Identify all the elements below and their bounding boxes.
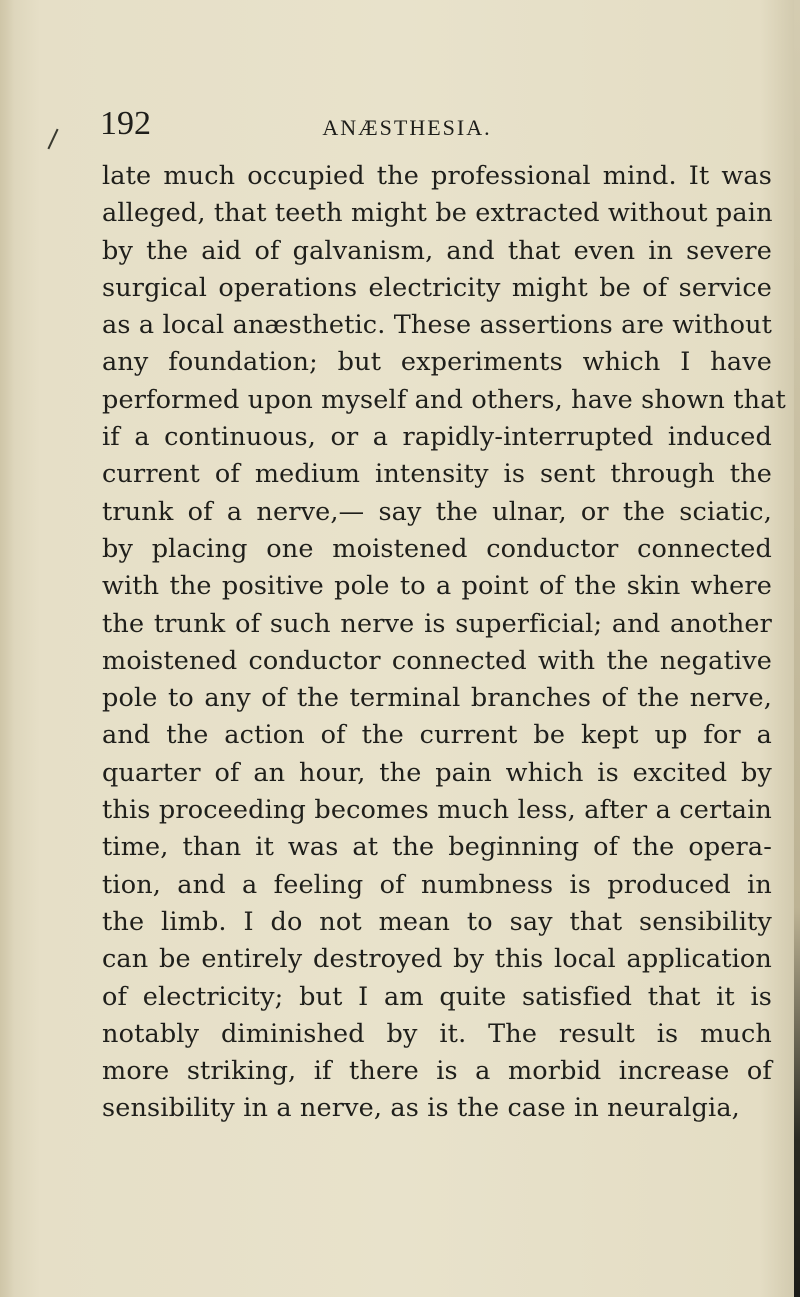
text-line: time, than it was at the beginning of the opera- <box>102 832 772 863</box>
page-left-edge <box>0 0 14 1297</box>
text-line: tion, and a feeling of numbness is produced in <box>102 869 772 900</box>
page-header <box>0 104 800 144</box>
text-line: quarter of an hour, the pain which is excited by <box>102 757 772 788</box>
text-line: sensibility in a nerve, as is the case in neuralgia, <box>102 1093 740 1124</box>
running-head: ANÆSTHESIA. <box>322 115 492 140</box>
page-number: 192 <box>100 105 151 142</box>
text-line: as a local anæsthetic. These assertions are without <box>102 310 773 341</box>
page-right-edge <box>794 0 800 1297</box>
text-line: more striking, if there is a morbid increase of <box>102 1056 772 1087</box>
text-line: notably diminished by it. The result is much <box>102 1018 772 1049</box>
text-line: by the aid of galvanism, and that even in severe <box>102 235 772 266</box>
text-line: any foundation; but experiments which I have <box>102 347 772 378</box>
text-line: the limb. I do not mean to say that sensibility <box>102 906 772 937</box>
text-line: performed upon myself and others, have shown that <box>102 384 786 415</box>
text-line: late much occupied the professional mind. It was <box>102 161 772 191</box>
text-line: and the action of the current be kept up for a <box>102 720 772 751</box>
text-line: of electricity; but I am quite satisfied that it is <box>102 981 772 1012</box>
text-line: by placing one moistened conductor connected <box>102 533 772 564</box>
text-line: can be entirely destroyed by this local application <box>102 944 772 975</box>
text-line: moistened conductor connected with the negative <box>102 645 772 676</box>
text-line: surgical operations electricity might be of service <box>102 272 772 303</box>
text-line: alleged, that teeth might be extracted without pain <box>102 198 773 229</box>
text-line: pole to any of the terminal branches of the nerve, <box>102 683 772 714</box>
text-line: current of medium intensity is sent through the <box>102 459 772 490</box>
text-line: if a continuous, or a rapidly-interrupted induced <box>102 422 772 453</box>
text-line: with the positive pole to a point of the skin where <box>102 571 772 602</box>
body-text <box>102 158 786 1128</box>
text-line: trunk of a nerve,— say the ulnar, or the sciatic, <box>102 496 772 527</box>
text-line: the trunk of such nerve is superficial; and another <box>102 608 772 639</box>
text-line: this proceeding becomes much less, after a certain <box>102 795 772 826</box>
